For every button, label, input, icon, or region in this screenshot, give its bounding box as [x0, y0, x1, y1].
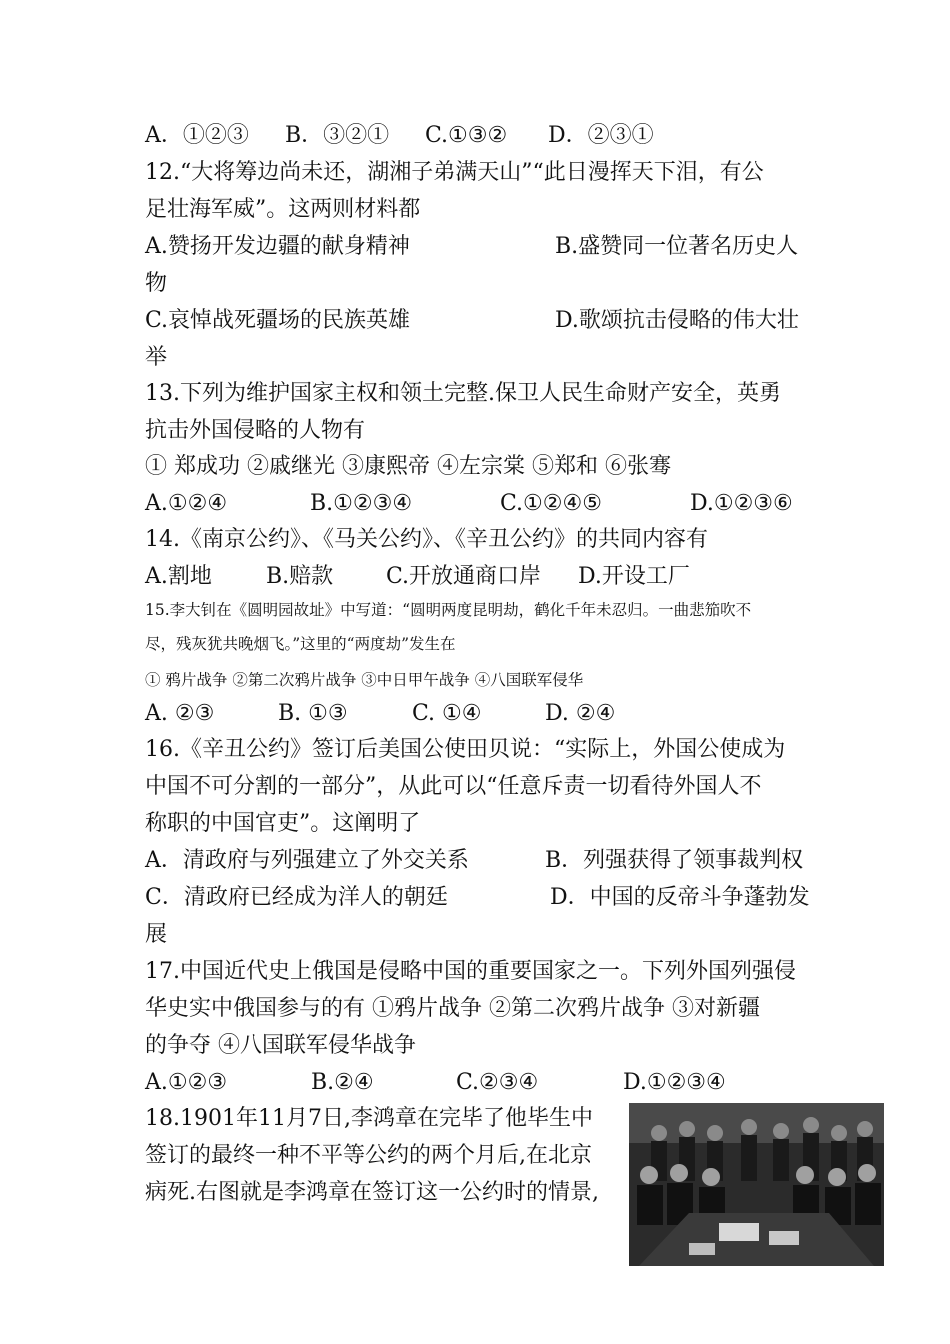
q18-stem-line-1: 18.1901年11月7日,李鸿章在完毕了他毕生中	[145, 1106, 593, 1131]
q14-option-d: D.开设工厂	[578, 564, 690, 589]
q18-stem-line-3: 病死.右图就是李鸿章在签订这一公约时的情景,	[145, 1180, 599, 1205]
q15-items: ① 鸦片战争 ②第二次鸦片战争 ③中日甲午战争 ④八国联军侵华	[145, 671, 584, 689]
q16-option-d: D．中国的反帝斗争蓬勃发	[550, 885, 810, 910]
q14-option-a: A.割地	[145, 564, 212, 589]
q14-option-c: C.开放通商口岸	[386, 564, 542, 589]
q13-stem-line-2: 抗击外国侵略的人物有	[145, 418, 366, 443]
q11-option-a: A．①②③	[145, 123, 249, 148]
q17-option-b: B.②④	[311, 1070, 374, 1095]
q15-option-c: C. ①④	[412, 701, 482, 726]
q11-option-c: C.①③②	[425, 123, 508, 148]
q12-option-b-continued: 物	[145, 271, 168, 296]
q12-option-a: A.赞扬开发边疆的献身精神	[145, 234, 410, 259]
q12-option-c: C.哀悼战死疆场的民族英雄	[145, 308, 411, 333]
q13-stem-line-1: 13.下列为维护国家主权和领土完整.保卫人民生命财产安全，英勇	[145, 381, 781, 406]
q16-stem-line-2: 中国不可分割的一部分”，从此可以“任意斥责一切看待外国人不	[145, 774, 762, 799]
treaty-signing-photo-illustration	[629, 1103, 884, 1266]
q15-stem-line-1: 15.李大钊在《圆明园故址》中写道：“圆明两度昆明劫，鹤化千年未忍归。一曲悲笳吹不	[145, 601, 752, 619]
q17-stem-line-2: 华史实中俄国参与的有 ①鸦片战争 ②第二次鸦片战争 ③对新疆	[145, 996, 760, 1021]
q12-option-d-continued: 举	[145, 345, 168, 370]
q18-stem-line-2: 签订的最终一种不平等公约的两个月后,在北京	[145, 1143, 592, 1168]
q13-option-a: A.①②④	[145, 491, 228, 516]
q12-option-d: D.歌颂抗击侵略的伟大壮	[555, 308, 799, 333]
q12-stem-line-1: 12.“大将筹边尚未还，湖湘子弟满天山”“此日漫挥天下泪，有公	[145, 160, 764, 185]
q13-items: ① 郑成功 ②戚继光 ③康熙帝 ④左宗棠 ⑤郑和 ⑥张骞	[145, 454, 671, 479]
q16-stem-line-3: 称职的中国官吏”。这阐明了	[145, 811, 421, 836]
q16-stem-line-1: 16.《辛丑公约》签订后美国公使田贝说：“实际上，外国公使成为	[145, 737, 786, 762]
q14-stem: 14.《南京公约》、《马关公约》、《辛丑公约》的共同内容有	[145, 527, 708, 552]
q16-option-a: A．清政府与列强建立了外交关系	[145, 848, 469, 873]
q17-option-c: C.②③④	[456, 1070, 539, 1095]
q17-stem-line-3: 的争夺 ④八国联军侵华战争	[145, 1033, 416, 1058]
q11-option-d: D．②③①	[548, 123, 654, 148]
q15-option-a: A. ②③	[145, 701, 215, 726]
q13-option-c: C.①②④⑤	[500, 491, 602, 516]
q17-option-a: A.①②③	[145, 1070, 228, 1095]
q16-option-b: B．列强获得了领事裁判权	[545, 848, 804, 873]
q15-option-d: D. ②④	[545, 701, 616, 726]
q15-stem-line-2: 尽，残灰犹共晚烟飞。”这里的“两度劫”发生在	[145, 635, 456, 653]
q11-option-b: B．③②①	[285, 123, 390, 148]
q12-stem-line-2: 足壮海军威”。这两则材料都	[145, 197, 421, 222]
q13-option-b: B.①②③④	[310, 491, 413, 516]
q13-option-d: D.①②③⑥	[690, 491, 793, 516]
q17-option-d: D.①②③④	[623, 1070, 726, 1095]
q14-option-b: B.赔款	[266, 564, 334, 589]
q15-option-b: B. ①③	[278, 701, 348, 726]
q12-option-b: B.盛赞同一位著名历史人	[555, 234, 799, 259]
q16-option-d-continued: 展	[145, 922, 168, 947]
q17-stem-line-1: 17.中国近代史上俄国是侵略中国的重要国家之一。下列外国列强侵	[145, 959, 796, 984]
q16-option-c: C．清政府已经成为洋人的朝廷	[145, 885, 448, 910]
treaty-signing-photo	[629, 1103, 884, 1266]
